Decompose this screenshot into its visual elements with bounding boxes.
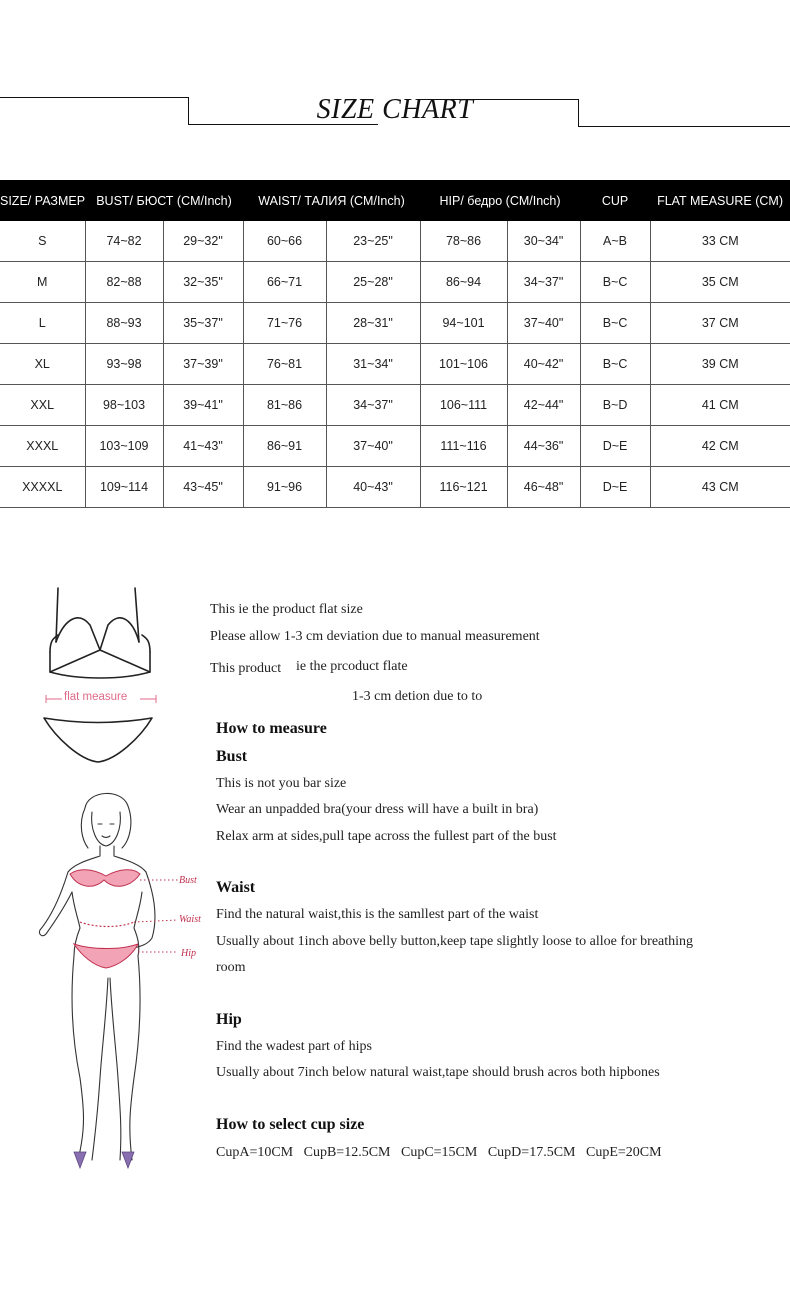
table-cell: 30~34"	[507, 221, 580, 262]
table-row	[0, 303, 790, 344]
table-cell: 40~42"	[507, 344, 580, 385]
table-cell: 39 CM	[650, 344, 790, 385]
table-cell: 74~82	[85, 221, 163, 262]
table-row	[0, 385, 790, 426]
column-header-size: SIZE/ РАЗМЕР	[0, 180, 85, 221]
table-cell: 34~37"	[326, 385, 420, 426]
waist-line-3: room	[216, 960, 246, 975]
table-cell: 106~111	[420, 385, 507, 426]
table-row	[0, 262, 790, 303]
table-cell: 43 CM	[650, 467, 790, 508]
table-body	[0, 221, 790, 508]
table-cell: 88~93	[85, 303, 163, 344]
hip-line-1: Find the wadest part of hips	[216, 1039, 372, 1054]
cup-size-title: How to select cup size	[216, 1116, 365, 1133]
table-cell: 37 CM	[650, 303, 790, 344]
table-cell: M	[0, 262, 85, 303]
table-row	[0, 426, 790, 467]
hip-line-2: Usually about 7inch below natural waist,tape should brush acros both hipbones	[216, 1065, 660, 1080]
table-cell: 103~109	[85, 426, 163, 467]
table-cell: 94~101	[420, 303, 507, 344]
flat-info-line-1: This ie the product flat size	[210, 602, 363, 617]
table-header-row	[0, 180, 790, 221]
flat-info-line-3b: ie the prcoduct flate	[296, 659, 408, 674]
table-cell: 44~36"	[507, 426, 580, 467]
table-cell: 37~40"	[326, 426, 420, 467]
table-cell: 82~88	[85, 262, 163, 303]
table-cell: 86~91	[243, 426, 326, 467]
table-cell: 25~28"	[326, 262, 420, 303]
figure-label-hip: Hip	[181, 948, 196, 959]
table-cell: XL	[0, 344, 85, 385]
figure-label-bust: Bust	[179, 875, 197, 886]
hip-title: Hip	[216, 1011, 242, 1028]
table-cell: L	[0, 303, 85, 344]
table-row	[0, 221, 790, 262]
flat-info-line-4: 1-3 cm detion due to to	[352, 689, 483, 704]
table-cell: 37~40"	[507, 303, 580, 344]
table-cell: 23~25"	[326, 221, 420, 262]
table-cell: B~C	[580, 303, 650, 344]
table-cell: S	[0, 221, 85, 262]
table-cell: 35 CM	[650, 262, 790, 303]
table-cell: 31~34"	[326, 344, 420, 385]
waist-title: Waist	[216, 879, 256, 896]
table-cell: 71~76	[243, 303, 326, 344]
column-header-cup: CUP	[580, 180, 650, 221]
table-cell: 109~114	[85, 467, 163, 508]
waist-line-1: Find the natural waist,this is the samllest part of the waist	[216, 907, 539, 922]
bra-illustration	[38, 580, 168, 690]
table-cell: B~C	[580, 344, 650, 385]
table-cell: XXL	[0, 385, 85, 426]
column-header-hip: HIP/ бедро (CM/Inch)	[420, 180, 580, 221]
table-cell: 35~37"	[163, 303, 243, 344]
header-rule-right-bottom	[578, 126, 790, 127]
table-cell: 33 CM	[650, 221, 790, 262]
table-cell: 98~103	[85, 385, 163, 426]
bust-title: Bust	[216, 748, 248, 765]
table-cell: 93~98	[85, 344, 163, 385]
how-to-measure-title: How to measure	[216, 720, 327, 737]
table-cell: XXXXL	[0, 467, 85, 508]
table-cell: B~C	[580, 262, 650, 303]
table-cell: 39~41"	[163, 385, 243, 426]
table-cell: 91~96	[243, 467, 326, 508]
table-cell: 29~32"	[163, 221, 243, 262]
table-cell: 76~81	[243, 344, 326, 385]
table-cell: D~E	[580, 426, 650, 467]
column-header-waist: WAIST/ ТАЛИЯ (CM/Inch)	[243, 180, 420, 221]
body-figure-illustration	[30, 788, 185, 1173]
table-cell: XXXL	[0, 426, 85, 467]
table-cell: 37~39"	[163, 344, 243, 385]
table-cell: 41 CM	[650, 385, 790, 426]
table-cell: 34~37"	[507, 262, 580, 303]
figure-label-waist: Waist	[179, 914, 201, 925]
table-cell: 40~43"	[326, 467, 420, 508]
flat-measure-label: flat measure	[64, 691, 128, 703]
table-cell: 43~45"	[163, 467, 243, 508]
table-cell: 46~48"	[507, 467, 580, 508]
cup-size-values: CupA=10CM CupB=12.5CM CupC=15CM CupD=17.5CM CupE=20CM	[216, 1145, 662, 1160]
table-row	[0, 344, 790, 385]
table-cell: 32~35"	[163, 262, 243, 303]
column-header-bust: BUST/ БЮСТ (CM/Inch)	[85, 180, 243, 221]
bust-line-3: Relax arm at sides,pull tape across the fullest part of the bust	[216, 829, 557, 844]
bust-line-1: This is not you bar size	[216, 776, 347, 791]
table-cell: 81~86	[243, 385, 326, 426]
table-cell: 42 CM	[650, 426, 790, 467]
table-cell: 116~121	[420, 467, 507, 508]
table-cell: 111~116	[420, 426, 507, 467]
table-cell: 28~31"	[326, 303, 420, 344]
page-title: SIZE CHART	[316, 94, 474, 125]
table-cell: D~E	[580, 467, 650, 508]
bust-line-2: Wear an unpadded bra(your dress will have a built in bra)	[216, 802, 539, 817]
table-cell: 66~71	[243, 262, 326, 303]
table-cell: 101~106	[420, 344, 507, 385]
table-cell: 78~86	[420, 221, 507, 262]
table-cell: 86~94	[420, 262, 507, 303]
table-cell: B~D	[580, 385, 650, 426]
flat-info-line-3a: This product	[210, 661, 282, 676]
table-cell: 60~66	[243, 221, 326, 262]
flat-info-line-2: Please allow 1-3 cm deviation due to manual measurement	[210, 629, 540, 644]
table-cell: 42~44"	[507, 385, 580, 426]
table-cell: 41~43"	[163, 426, 243, 467]
table-row	[0, 467, 790, 508]
table-cell: A~B	[580, 221, 650, 262]
waist-line-2: Usually about 1inch above belly button,keep tape slightly loose to alloe for breathing	[216, 934, 694, 949]
panty-illustration	[40, 712, 156, 768]
column-header-flat-measure: FLAT MEASURE (CM)	[650, 180, 790, 221]
size-chart-table	[0, 180, 790, 508]
